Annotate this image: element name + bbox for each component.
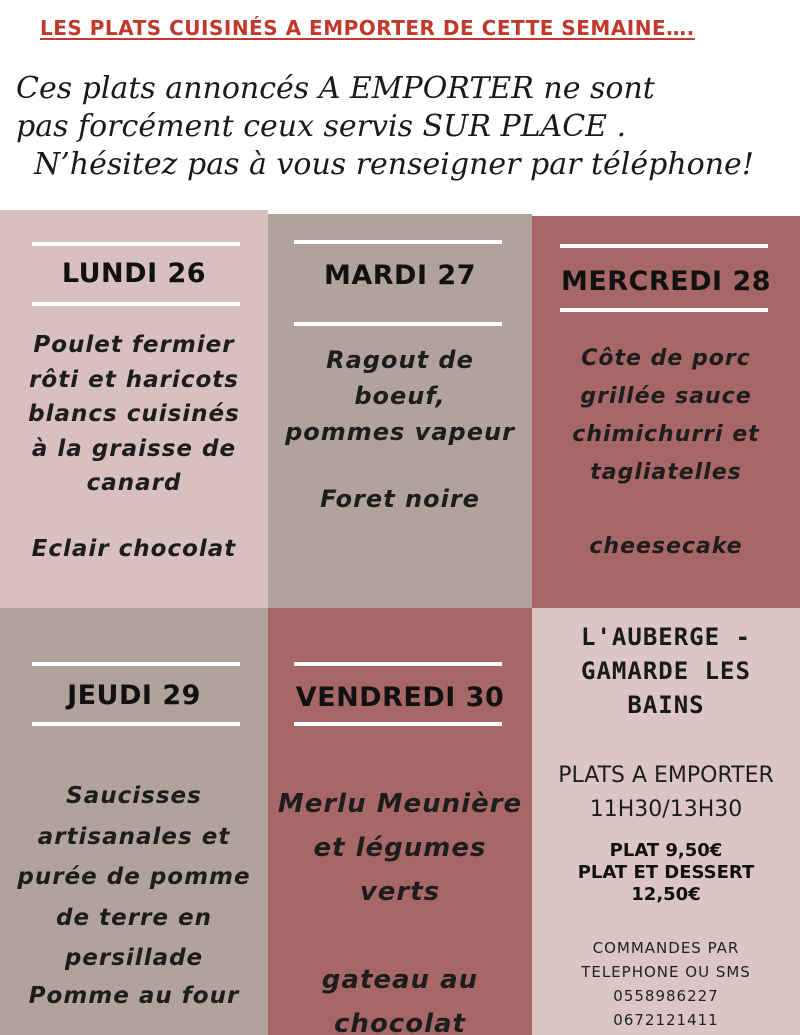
day-card-mercredi	[532, 216, 800, 608]
divider	[32, 662, 240, 666]
day-title: MARDI 27	[324, 260, 476, 291]
intro-line: pas forcément ceux servis SUR PLACE .	[16, 109, 627, 144]
day-title: VENDREDI 30	[295, 682, 505, 713]
divider	[294, 240, 502, 244]
restaurant-name-line: GAMARDE LES	[581, 657, 751, 685]
dish-line: de terre en	[56, 904, 212, 931]
service-hours: 11H30/13H30	[589, 797, 743, 822]
dish-line: Merlu Meunière	[277, 789, 523, 819]
price-line: PLAT ET DESSERT	[577, 862, 755, 883]
dish-description	[532, 340, 800, 492]
dish-line: pommes vapeur	[285, 418, 515, 446]
dish-line: canard	[86, 470, 182, 496]
dish-line: Ragout de	[326, 346, 474, 374]
dessert-line: gateau au	[321, 965, 479, 995]
dish-line: et légumes	[313, 833, 487, 863]
price-line: 12,50€	[631, 884, 701, 905]
dessert: Pomme au four	[28, 983, 240, 1009]
dessert: Eclair chocolat	[31, 536, 237, 562]
dish-description	[268, 782, 532, 914]
phone-number: 0558986227	[613, 987, 719, 1005]
dish-line: rôti et haricots	[29, 366, 239, 393]
day-title: MERCREDI 28	[560, 266, 772, 297]
restaurant-name-line: L'AUBERGE -	[581, 623, 751, 651]
price-list	[532, 840, 800, 906]
takeaway-label: PLATS A EMPORTER	[558, 763, 774, 788]
restaurant-name-line: BAINS	[627, 691, 705, 719]
day-card-lundi	[0, 210, 268, 608]
dish-line: chimichurri et	[572, 422, 760, 447]
dish-line: persillade	[64, 945, 204, 971]
day-card-mardi	[268, 214, 532, 608]
day-card-jeudi	[0, 608, 268, 1035]
dish-line: Saucisses	[66, 783, 202, 809]
day-title: JEUDI 29	[67, 680, 201, 711]
phone-number: 0672121411	[613, 1011, 719, 1029]
divider	[560, 308, 768, 312]
dish-line: artisanales et	[37, 823, 231, 850]
dessert: Foret noire	[320, 485, 480, 513]
divider	[32, 242, 240, 246]
dessert-line: chocolat	[334, 1009, 466, 1035]
divider	[294, 322, 502, 326]
dish-description	[0, 776, 268, 979]
divider	[32, 722, 240, 726]
dish-line: tagliatelles	[590, 460, 742, 485]
dish-line: boeuf,	[354, 382, 446, 410]
intro-line: Ces plats annoncés A EMPORTER ne sont	[16, 71, 655, 106]
dish-line: purée de pomme	[17, 864, 251, 890]
intro-line: N’hésitez pas à vous renseigner par téléphone!	[34, 147, 754, 182]
restaurant-info-card	[532, 608, 800, 1035]
dish-line: verts	[359, 877, 441, 907]
dish-line: Côte de porc	[581, 346, 751, 371]
dish-line: grillée sauce	[580, 384, 752, 409]
dish-line: Poulet fermier	[33, 332, 235, 358]
day-card-vendredi	[268, 608, 532, 1035]
dessert: cheesecake	[589, 534, 743, 559]
divider	[560, 244, 768, 248]
dish-line: à la graisse de	[31, 435, 237, 462]
page-title: LES PLATS CUISINÉS A EMPORTER DE CETTE SEMAINE….	[40, 16, 695, 40]
dish-line: blancs cuisinés	[28, 401, 240, 427]
intro-notice	[16, 70, 776, 184]
price-line: PLAT 9,50€	[609, 840, 723, 861]
order-contact	[532, 936, 800, 1032]
divider	[294, 662, 502, 666]
restaurant-name	[532, 620, 800, 722]
dish-description	[0, 328, 268, 501]
order-line: COMMANDES PAR	[592, 939, 740, 957]
dessert	[268, 958, 532, 1035]
divider	[32, 302, 240, 306]
day-title: LUNDI 26	[61, 258, 207, 289]
dish-description	[268, 342, 532, 450]
divider	[294, 722, 502, 726]
order-line: TELEPHONE OU SMS	[581, 963, 751, 981]
